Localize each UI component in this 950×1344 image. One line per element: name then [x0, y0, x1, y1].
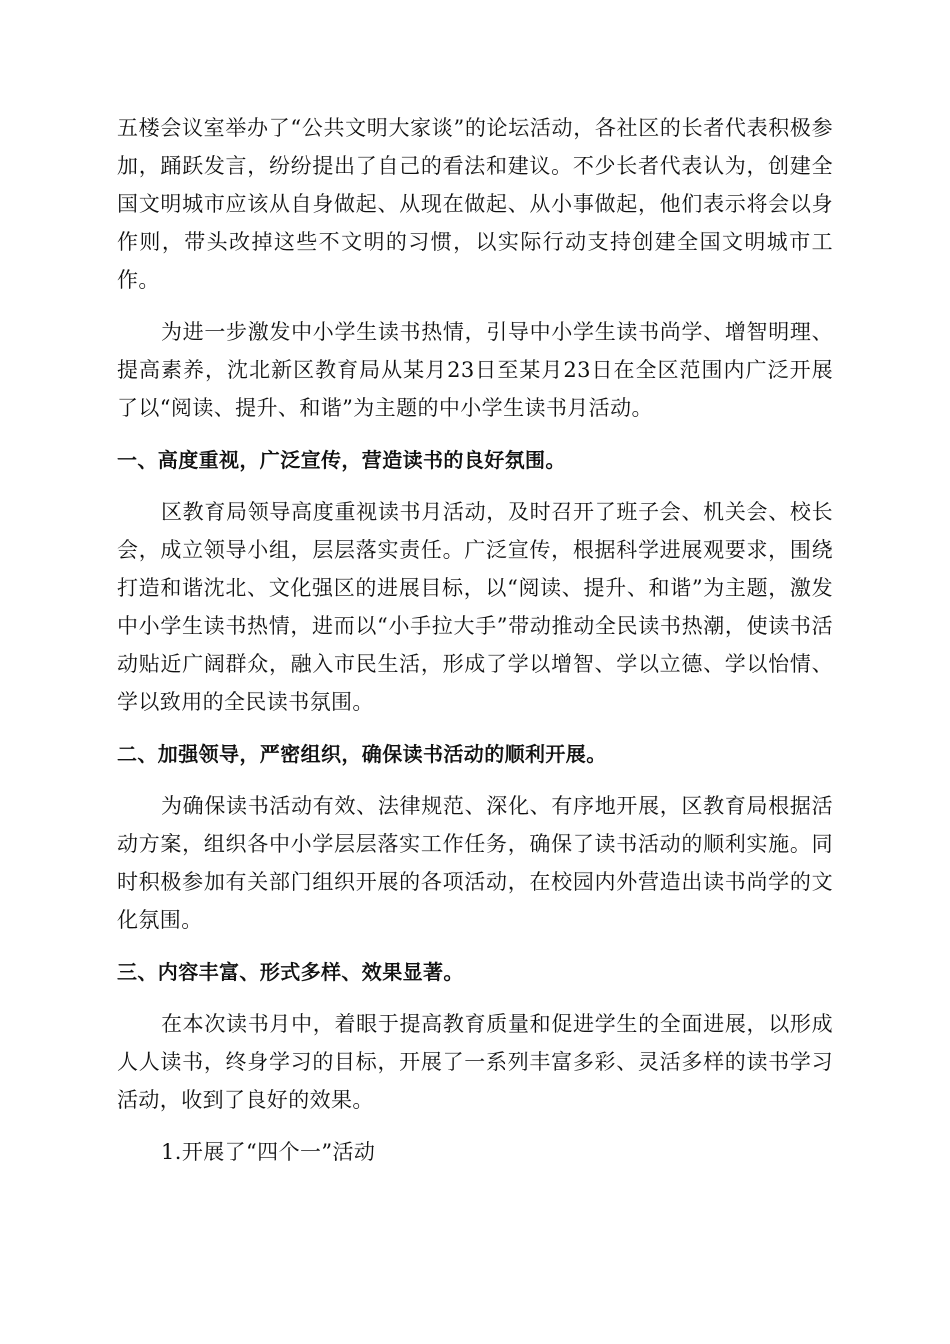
document-page	[117, 109, 833, 1185]
section-heading-1: 一、高度重视，广泛宣传，营造读书的良好氛围。	[117, 448, 566, 472]
paragraph-forum: 五楼会议室举办了“公共文明大家谈”的论坛活动，各社区的长者代表积极参加，踊跃发言，纷纷提出了自己的看法和建议。不少长者代表认为，创建全国文明城市应该从自身做起、从现在做起、从小事做起，他们表示将会以身作则，带头改掉这些不文明的习惯，以实际行动支持创建全国文明城市工作。	[117, 116, 833, 292]
paragraph-section-2: 为确保读书活动有效、法律规范、深化、有序地开展，区教育局根据活动方案，组织各中小学层层落实工作任务，确保了读书活动的顺利实施。同时积极参加有关部门组织开展的各项活动，在校园内外营造出读书尚学的文化氛围。	[117, 794, 833, 932]
paragraph-reading-month-intro: 为进一步激发中小学生读书热情，引导中小学生读书尚学、增智明理、提高素养，沈北新区教育局从某月23日至某月23日在全区范围内广泛开展了以“阅读、提升、和谐”为主题的中小学生读书月活动。	[117, 320, 833, 420]
list-item-four-ones: 1.开展了“四个一”活动	[161, 1140, 376, 1164]
section-heading-3: 三、内容丰富、形式多样、效果显著。	[117, 960, 464, 984]
paragraph-section-3: 在本次读书月中，着眼于提高教育质量和促进学生的全面进展，以形成人人读书，终身学习的目标，开展了一系列丰富多彩、灵活多样的读书学习活动，收到了良好的效果。	[117, 1012, 833, 1112]
section-heading-2: 二、加强领导，严密组织，确保读书活动的顺利开展。	[117, 742, 607, 766]
paragraph-section-1: 区教育局领导高度重视读书月活动，及时召开了班子会、机关会、校长会，成立领导小组，层层落实责任。广泛宣传，根据科学进展观要求，围绕打造和谐沈北、文化强区的进展目标，以“阅读、提升、和谐”为主题，激发中小学生读书热情，进而以“小手拉大手”带动推动全民读书热潮，使读书活动贴近广阔群众，融入市民生活，形成了学以增智、学以立德、学以怡情、学以致用的全民读书氛围。	[117, 500, 833, 714]
